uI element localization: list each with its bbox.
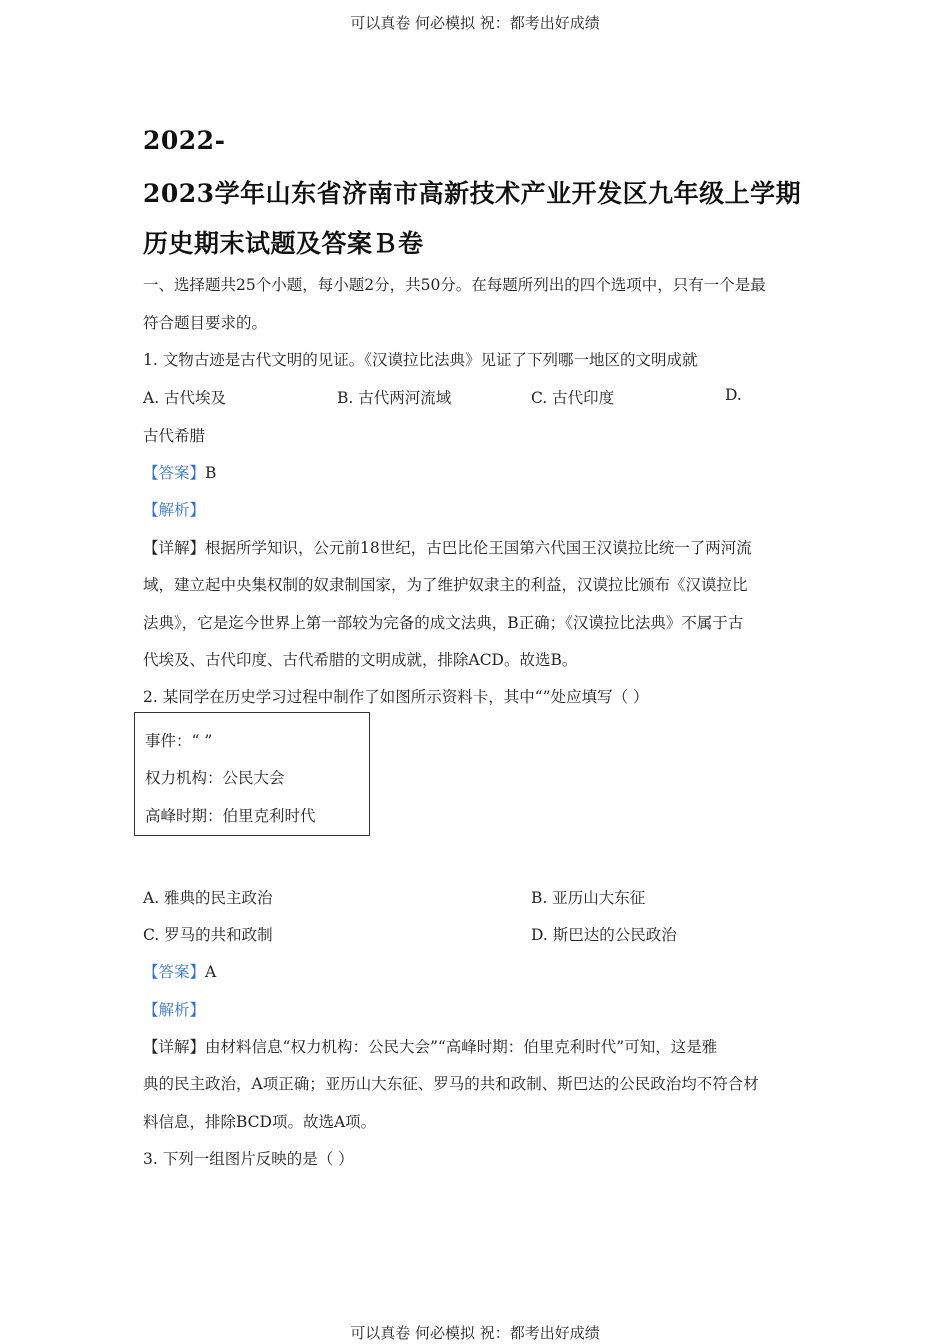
detail-tag: 【详解】 <box>143 1038 206 1056</box>
q1-stem: 1. 文物古迹是古代文明的见证。《汉谟拉比法典》见证了下列哪一地区的文明成就 <box>143 351 698 369</box>
q1-detail-1 <box>143 536 752 558</box>
page-footer: 可以真卷 何必模拟 祝：都考出好成绩 <box>350 1324 600 1342</box>
q1-option-a: A. 古代埃及 <box>143 389 227 407</box>
q1-analysis <box>143 498 205 520</box>
answer-tag: 【答案】 <box>143 963 206 981</box>
q2-stem: 2. 某同学在历史学习过程中制作了如图所示资料卡，其中“”处应填写（ ） <box>143 688 649 706</box>
answer-value: B <box>205 464 217 482</box>
q1-detail-3: 法典》，它是迄今世界上第一部较为完备的成文法典，B正确；《汉谟拉比法典》不属于古 <box>143 614 744 632</box>
analysis-tag: 【解析】 <box>143 501 206 519</box>
section-instructions-1: 一、选择题共25个小题，每小题2分，共50分。在每题所列出的四个选项中，只有一个是最 <box>143 276 766 294</box>
q1-detail-4: 代埃及、古代印度、古代希腊的文明成就，排除ACD。故选B。 <box>143 651 578 669</box>
title-line-1: 2022- <box>143 126 226 155</box>
detail-text: 根据所学知识，公元前18世纪，古巴比伦王国第六代国王汉谟拉比统一了两河流 <box>205 539 752 557</box>
section-instructions-2: 符合题目要求的。 <box>143 314 268 332</box>
q3-stem: 3. 下列一组图片反映的是（ ） <box>143 1150 354 1168</box>
q2-analysis <box>143 998 205 1020</box>
q2-option-d: D. 斯巴达的公民政治 <box>531 926 677 944</box>
q2-option-b: B. 亚历山大东征 <box>531 889 646 907</box>
q2-option-a: A. 雅典的民主政治 <box>143 889 273 907</box>
card-event: 事件：“ ” <box>145 732 213 750</box>
q1-option-c: C. 古代印度 <box>531 389 615 407</box>
card-power: 权力机构：公民大会 <box>145 769 285 787</box>
q2-option-c: C. 罗马的共和政制 <box>143 926 273 944</box>
card-peak: 高峰时期：伯里克利时代 <box>145 807 316 825</box>
q1-option-d-text: 古代希腊 <box>143 427 206 445</box>
q2-detail-1 <box>143 1035 717 1057</box>
q1-option-b: B. 古代两河流域 <box>337 389 452 407</box>
q2-answer <box>143 960 216 982</box>
analysis-tag: 【解析】 <box>143 1001 206 1019</box>
answer-value: A <box>205 963 217 981</box>
q2-detail-3: 料信息，排除BCD项。故选A项。 <box>143 1113 377 1131</box>
q2-detail-2: 典的民主政治，A项正确；亚历山大东征、罗马的共和政制、斯巴达的公民政治均不符合材 <box>143 1075 759 1093</box>
q1-answer <box>143 461 216 483</box>
title-line-2: 2023学年山东省济南市高新技术产业开发区九年级上学期 <box>143 179 802 208</box>
detail-tag: 【详解】 <box>143 539 206 557</box>
q2-info-card <box>134 712 370 836</box>
q1-option-d-label: D. <box>725 386 742 404</box>
q1-detail-2: 域，建立起中央集权制的奴隶制国家，为了维护奴隶主的利益，汉谟拉比颁布《汉谟拉比 <box>143 576 748 594</box>
detail-text: 由材料信息“权力机构：公民大会”“高峰时期：伯里克利时代”可知，这是雅 <box>205 1038 718 1056</box>
answer-tag: 【答案】 <box>143 464 206 482</box>
page-header: 可以真卷 何必模拟 祝：都考出好成绩 <box>350 14 600 32</box>
title-line-3: 历史期末试题及答案Ｂ卷 <box>143 229 424 258</box>
